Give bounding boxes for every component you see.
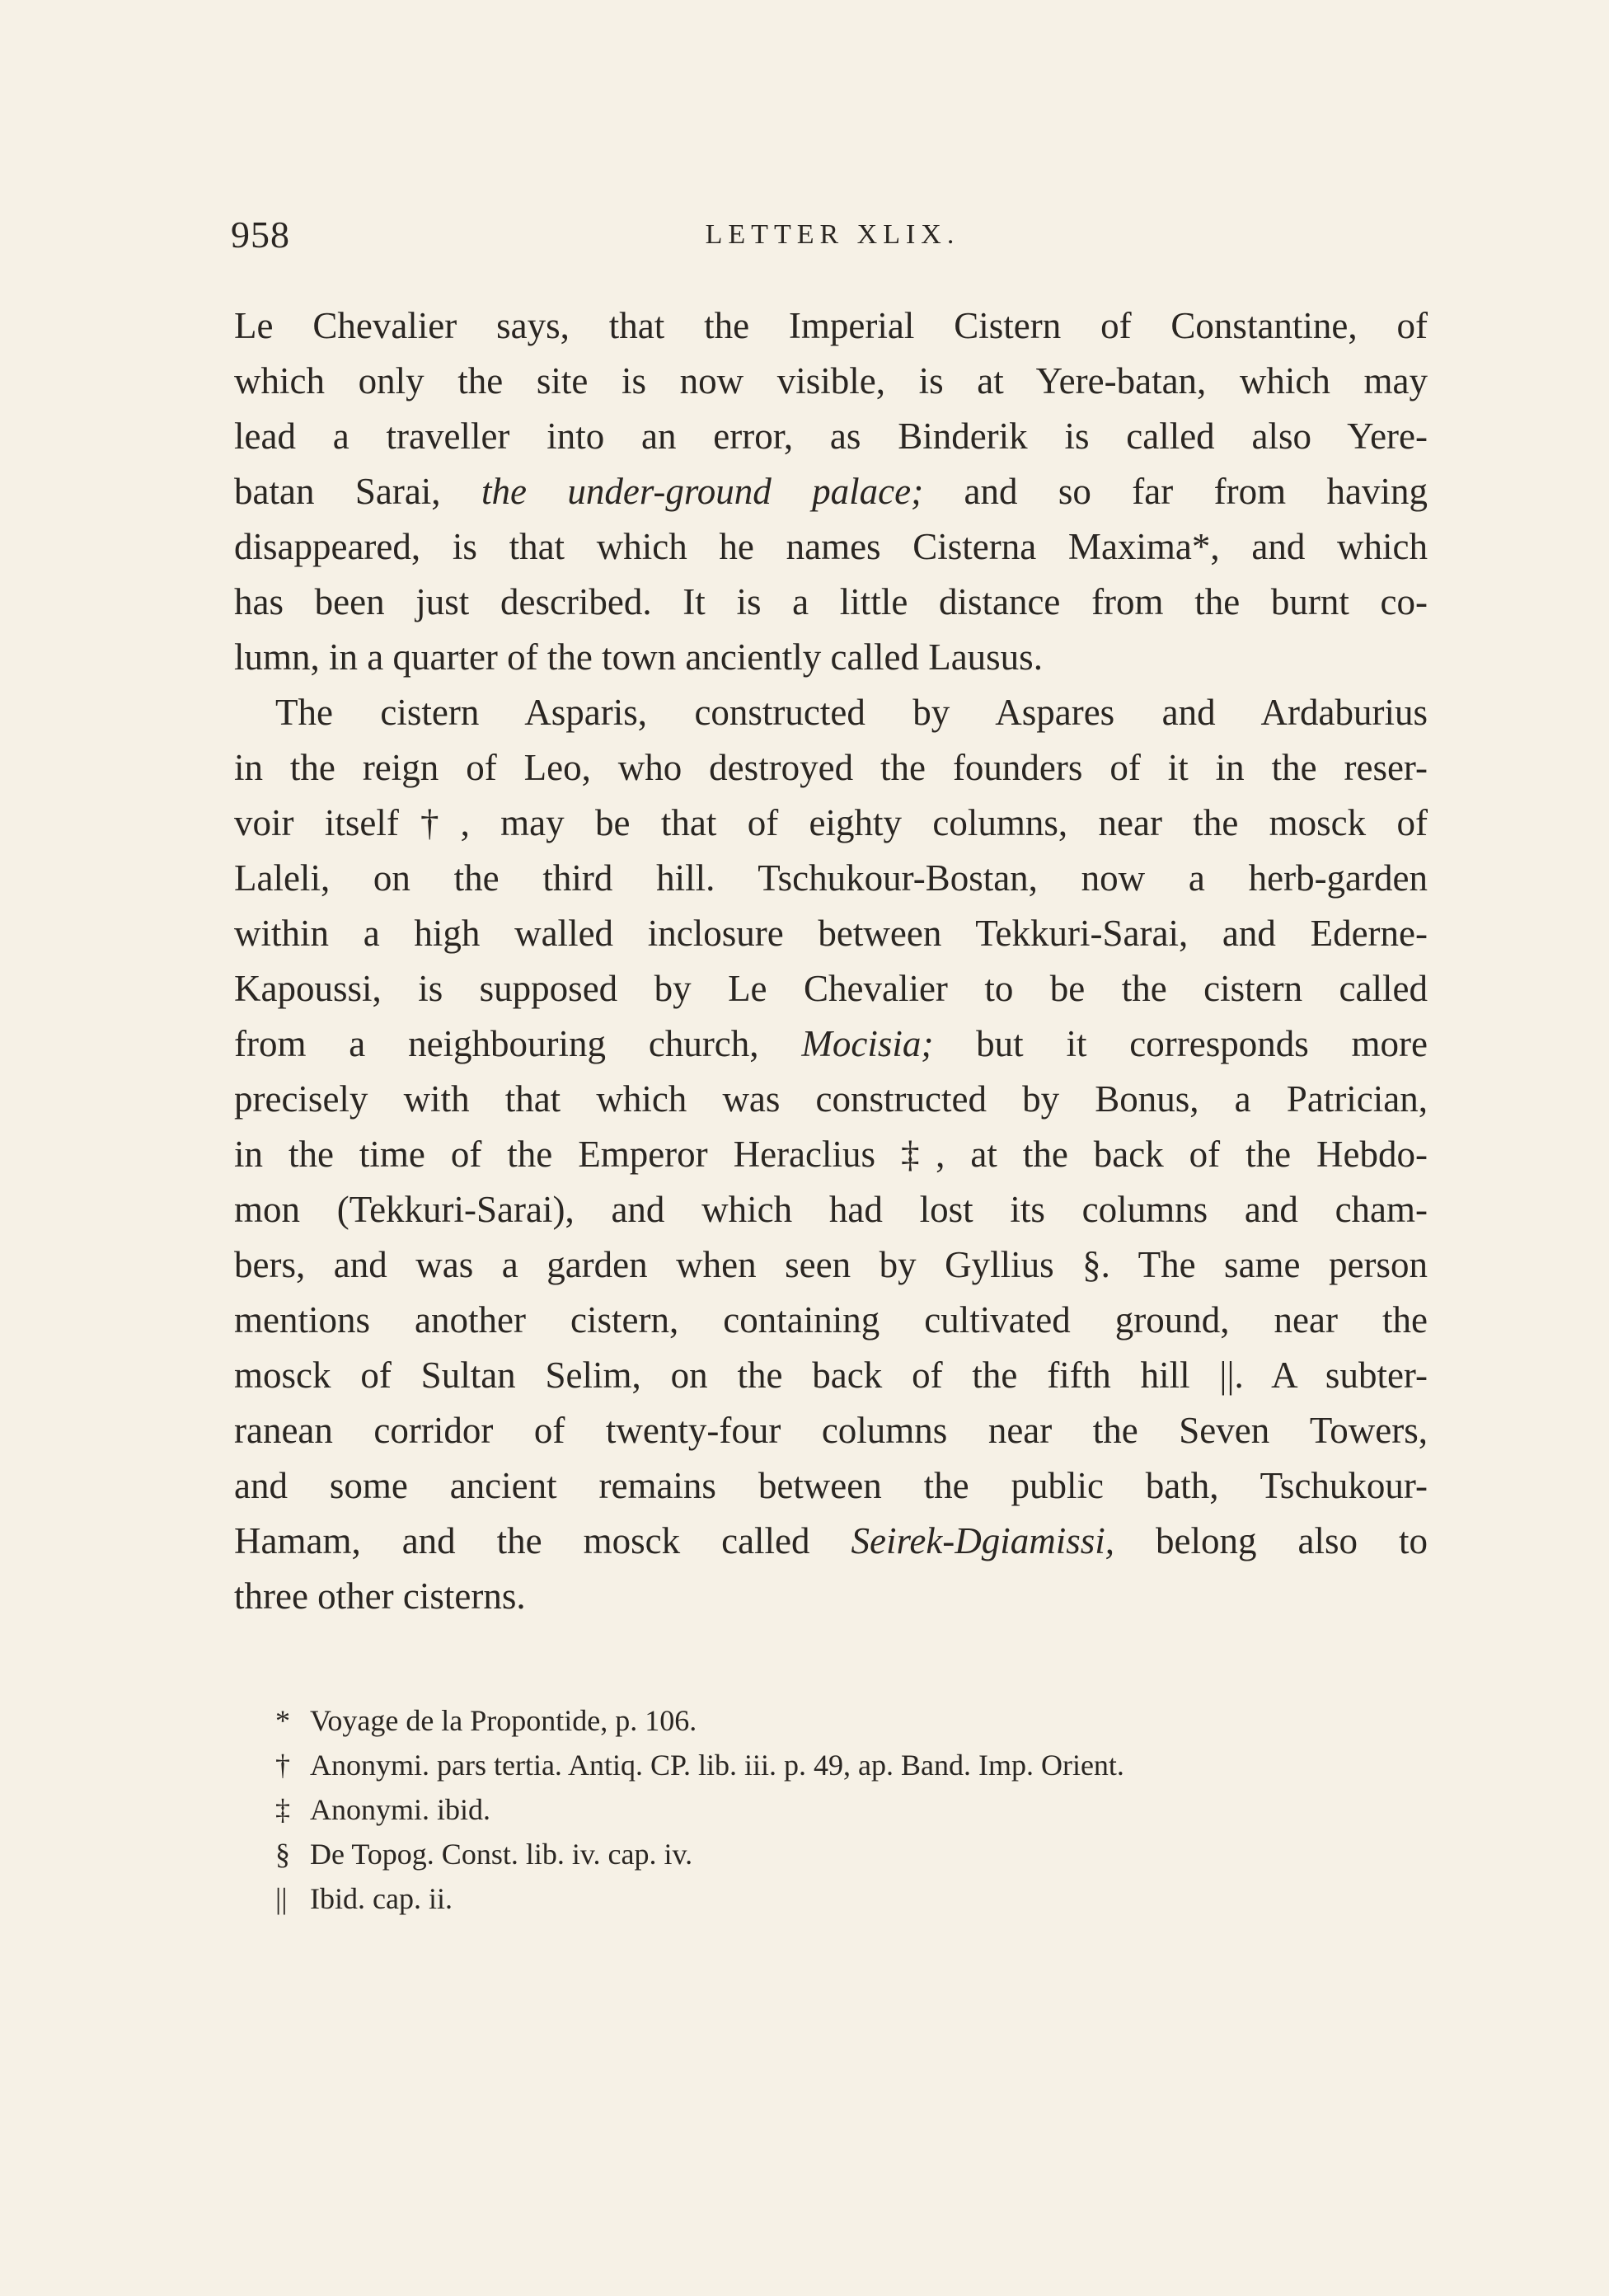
footnote [275, 1876, 1446, 1921]
footnote-text: Ibid. cap. ii. [310, 1882, 453, 1915]
text-line: disappeared, is that which he names Cisterna Maxima*, and which [234, 526, 1428, 567]
text-line: lead a traveller into an error, as Binderik is called also Yere- [234, 416, 1428, 457]
page-number: 958 [231, 214, 290, 256]
text-line: bers, and was a garden when seen by Gyllius §. The same person [234, 1244, 1428, 1285]
text-line: within a high walled inclosure between Tekkuri-Sarai, and Ederne- [234, 913, 1428, 954]
text-line: mon (Tekkuri-Sarai), and which had lost its columns and cham- [234, 1189, 1428, 1230]
text-line: Hamam, and the mosck called Seirek-Dgiamissi, belong also to [234, 1520, 1428, 1561]
text-line: mentions another cistern, containing cultivated ground, near the [234, 1299, 1428, 1341]
footnote-text: Anonymi. pars tertia. Antiq. CP. lib. iii. p. 49, ap. Band. Imp. Orient. [310, 1749, 1124, 1782]
footnote-text: De Topog. Const. lib. iv. cap. iv. [310, 1838, 693, 1871]
footnote-mark: † [275, 1749, 290, 1782]
footnote-mark: ‡ [275, 1793, 290, 1826]
footnote-text: Anonymi. ibid. [310, 1793, 491, 1826]
page-header [231, 213, 1434, 262]
footnote-mark: * [275, 1704, 290, 1737]
italic-phrase: Mocisia; [801, 1023, 934, 1064]
text-line: and some ancient remains between the public bath, Tschukour- [234, 1465, 1428, 1506]
body-text [234, 298, 1428, 1624]
footnote [275, 1698, 1446, 1743]
italic-phrase: Seirek-Dgiamissi, [851, 1520, 1115, 1561]
text-line: from a neighbouring church, Mocisia; but it corresponds more [234, 1023, 1428, 1064]
footnote-mark: || [275, 1882, 288, 1915]
text-line: voir itself†, may be that of eighty columns, near the mosck of [234, 802, 1428, 843]
text-line: in the reign of Leo, who destroyed the founders of it in the reser- [234, 747, 1428, 788]
text-line: three other cisterns. [234, 1575, 526, 1617]
text-line: has been just described. It is a little distance from the burnt co- [234, 581, 1428, 622]
italic-phrase: the under-ground palace; [481, 471, 924, 512]
footnote [275, 1832, 1446, 1876]
footnote-mark: § [275, 1838, 290, 1871]
paragraph-start-line: The cistern Asparis, constructed by Aspares and Ardaburius [275, 692, 1428, 733]
text-line: precisely with that which was constructed by Bonus, a Patrician, [234, 1078, 1428, 1120]
footnote [275, 1743, 1446, 1787]
text-line: batan Sarai, the under-ground palace; and so far from having [234, 471, 1428, 512]
footnote [275, 1787, 1446, 1832]
text-line: Kapoussi, is supposed by Le Chevalier to be the cistern called [234, 968, 1428, 1009]
text-line: lumn, in a quarter of the town anciently called Lausus. [234, 636, 1043, 678]
text-line: ranean corridor of twenty-four columns near the Seven Towers, [234, 1410, 1428, 1451]
text-line: which only the site is now visible, is at Yere-batan, which may [234, 360, 1428, 401]
text-line: in the time of the Emperor Heraclius ‡, at the back of the Hebdo- [234, 1134, 1428, 1175]
text-line: Le Chevalier says, that the Imperial Cistern of Constantine, of [234, 305, 1428, 346]
text-line: mosck of Sultan Selim, on the back of the fifth hill ||. A subter- [234, 1355, 1428, 1396]
footnote-text: Voyage de la Propontide, p. 106. [310, 1704, 697, 1737]
footnotes [275, 1698, 1446, 1921]
text-line: Laleli, on the third hill. Tschukour-Bostan, now a herb-garden [234, 857, 1428, 899]
running-head: LETTER XLIX. [705, 219, 960, 250]
